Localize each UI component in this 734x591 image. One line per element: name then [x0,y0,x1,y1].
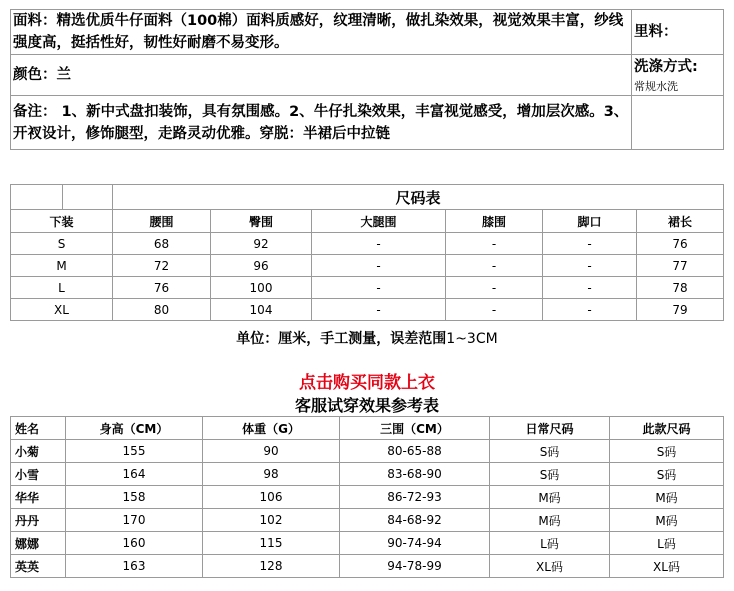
size-cell: M [11,255,113,277]
table-row [11,509,724,532]
model-name: 英英 [11,555,66,578]
size-chart-title: 尺码表 [113,185,724,210]
model-cell: L码 [490,532,610,555]
model-name: 娜娜 [11,532,66,555]
size-cell: - [312,233,446,255]
lining-label: 里料： [632,10,724,55]
model-col-header: 三围（CM） [340,417,490,440]
model-col-header: 姓名 [11,417,66,440]
table-row [11,440,724,463]
size-cell: - [312,255,446,277]
size-cell: 78 [637,277,724,299]
model-col-header: 身高（CM） [66,417,203,440]
size-cell: 100 [211,277,312,299]
model-cell: 86-72-93 [340,486,490,509]
size-col-header: 臀围 [211,210,312,233]
size-cell: XL [11,299,113,321]
model-table-title: 客服试穿效果参考表 [294,396,439,415]
model-cell: 155 [66,440,203,463]
model-cell: 94-78-99 [340,555,490,578]
remarks-empty-cell [632,96,724,150]
table-row [11,233,724,255]
size-cell: 92 [211,233,312,255]
buy-matching-top-link[interactable]: 点击购买同款上衣 [299,373,435,393]
size-col-header: 下装 [11,210,113,233]
size-cell: 76 [113,277,211,299]
fabric-description: 面料：精选优质牛仔面料（100棉）面料质感好，纹理清晰，做扎染效果，视觉效果丰富，纱线强度高，挺括性好，韧性好耐磨不易变形。 [11,10,632,55]
size-cell: - [543,255,637,277]
model-cell: L码 [610,532,724,555]
size-cell: 80 [113,299,211,321]
wash-title: 洗涤方式: [634,59,698,75]
size-cell: 68 [113,233,211,255]
table-row [11,299,724,321]
model-cell: XL码 [490,555,610,578]
model-cell: S码 [610,463,724,486]
model-cell: 115 [203,532,340,555]
model-cell: 170 [66,509,203,532]
model-cell: S码 [490,463,610,486]
size-cell: 96 [211,255,312,277]
measurement-note-label: 单位：厘米，手工测量，误差范围 [236,331,447,347]
size-col-header: 膝围 [446,210,543,233]
size-cell: 72 [113,255,211,277]
size-cell: - [446,299,543,321]
model-cell: 84-68-92 [340,509,490,532]
model-cell: M码 [490,509,610,532]
model-cell: 98 [203,463,340,486]
product-info-table [10,9,724,150]
table-row [11,532,724,555]
size-cell: - [446,255,543,277]
table-row [11,277,724,299]
model-name: 丹丹 [11,509,66,532]
measurement-note-range: 1~3CM [446,331,498,347]
model-col-header: 日常尺码 [490,417,610,440]
model-fitting-table [10,416,724,578]
model-cell: S码 [610,440,724,463]
size-cell: - [446,277,543,299]
remarks: 备注： 1、新中式盘扣装饰，具有氛围感。2、牛仔扎染效果，丰富视觉感受，增加层次感。3、开衩设计，修饰腿型，走路灵动优雅。穿脱：半裙后中拉链 [11,96,632,150]
model-cell: 80-65-88 [340,440,490,463]
size-chart-corner-cell-2 [63,185,113,210]
table-row [11,463,724,486]
table-row [11,255,724,277]
table-row [11,555,724,578]
model-cell: 83-68-90 [340,463,490,486]
model-cell: 90 [203,440,340,463]
model-cell: 163 [66,555,203,578]
model-cell: 106 [203,486,340,509]
size-col-header: 大腿围 [312,210,446,233]
model-name: 小雪 [11,463,66,486]
model-cell: M码 [490,486,610,509]
size-cell: 79 [637,299,724,321]
color-label: 颜色：兰 [11,55,632,96]
wash-cell [632,55,724,96]
size-cell: - [543,277,637,299]
size-cell: S [11,233,113,255]
measurement-note [0,328,734,348]
model-col-header: 体重（G） [203,417,340,440]
wash-value: 常规水洗 [634,80,678,93]
size-cell: 104 [211,299,312,321]
size-cell: - [312,299,446,321]
model-cell: M码 [610,486,724,509]
size-col-header: 脚口 [543,210,637,233]
size-cell: 76 [637,233,724,255]
size-cell: L [11,277,113,299]
size-cell: - [543,299,637,321]
model-name: 小菊 [11,440,66,463]
model-cell: 164 [66,463,203,486]
model-cell: 90-74-94 [340,532,490,555]
size-cell: - [312,277,446,299]
model-cell: 128 [203,555,340,578]
size-chart-corner-cell [11,185,63,210]
size-cell: 77 [637,255,724,277]
model-cell: XL码 [610,555,724,578]
model-name: 华华 [11,486,66,509]
size-chart-table [10,184,724,321]
table-row [11,486,724,509]
size-cell: - [446,233,543,255]
size-cell: - [543,233,637,255]
size-col-header: 裙长 [637,210,724,233]
model-cell: 160 [66,532,203,555]
model-cell: M码 [610,509,724,532]
model-cell: S码 [490,440,610,463]
model-col-header: 此款尺码 [610,417,724,440]
size-col-header: 腰围 [113,210,211,233]
model-cell: 158 [66,486,203,509]
model-cell: 102 [203,509,340,532]
